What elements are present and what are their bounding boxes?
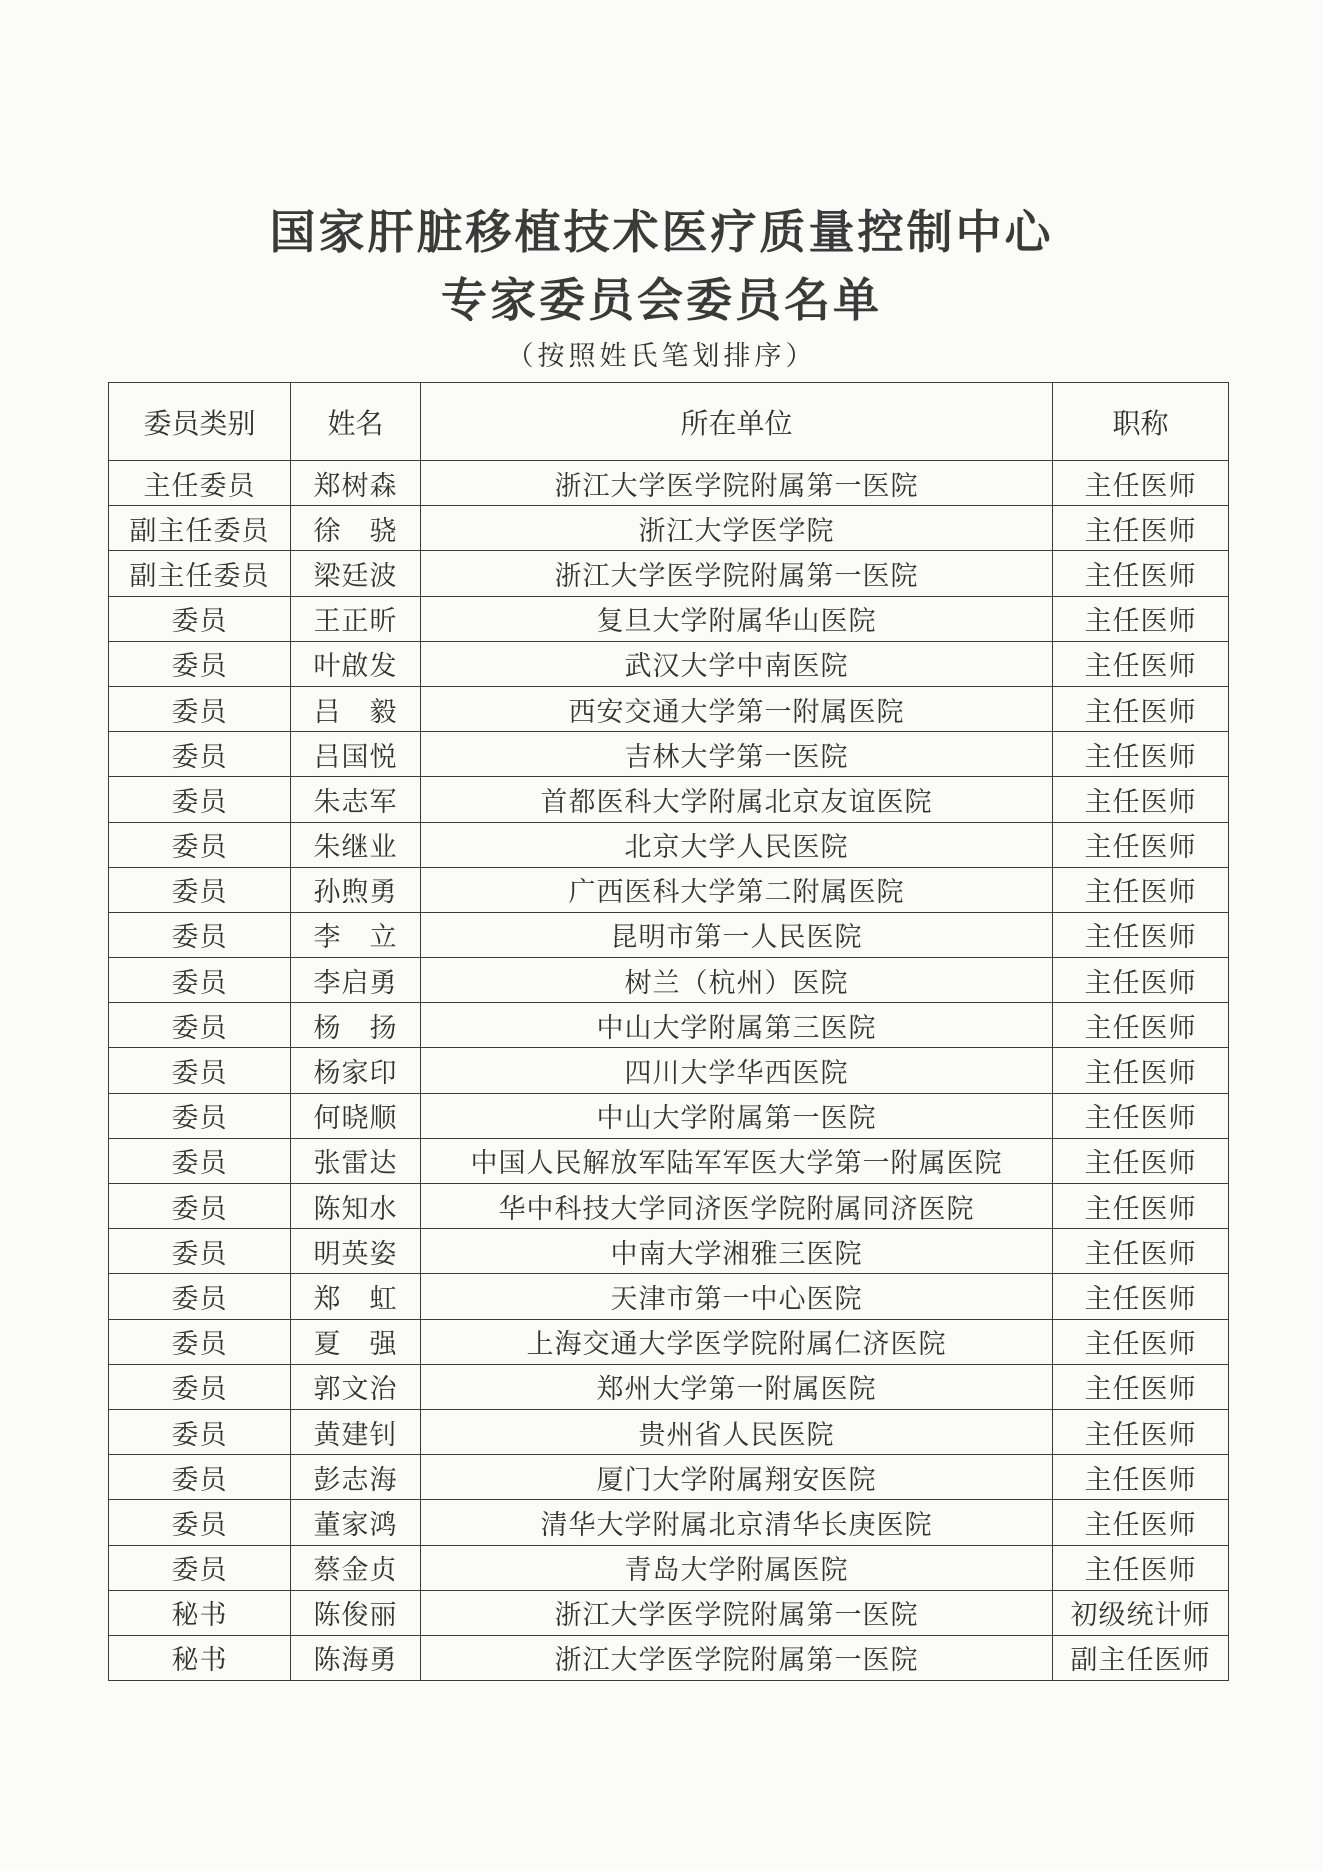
cell-name: 陈俊丽 xyxy=(291,1590,421,1635)
cell-category: 委员 xyxy=(109,1455,291,1500)
cell-category: 委员 xyxy=(109,822,291,867)
cell-unit: 中南大学湘雅三医院 xyxy=(421,1229,1053,1274)
cell-title: 主任医师 xyxy=(1053,506,1229,551)
cell-category: 委员 xyxy=(109,1003,291,1048)
cell-category: 委员 xyxy=(109,1093,291,1138)
cell-category: 委员 xyxy=(109,596,291,641)
table-row xyxy=(109,1319,1229,1364)
table-header-row xyxy=(109,383,1229,461)
cell-title: 主任医师 xyxy=(1053,867,1229,912)
cell-name: 郑树森 xyxy=(291,461,421,506)
cell-title: 主任医师 xyxy=(1053,641,1229,686)
cell-title: 主任医师 xyxy=(1053,822,1229,867)
cell-title: 主任医师 xyxy=(1053,777,1229,822)
committee-roster-table xyxy=(108,382,1229,1681)
table-row xyxy=(109,461,1229,506)
cell-category: 委员 xyxy=(109,1048,291,1093)
cell-category: 委员 xyxy=(109,1319,291,1364)
cell-category: 委员 xyxy=(109,1274,291,1319)
cell-title: 主任医师 xyxy=(1053,1319,1229,1364)
cell-category: 委员 xyxy=(109,1138,291,1183)
cell-name: 李启勇 xyxy=(291,958,421,1003)
document-subtitle: （按照姓氏笔划排序） xyxy=(506,341,817,372)
cell-name: 董家鸿 xyxy=(291,1500,421,1545)
table-row xyxy=(109,1455,1229,1500)
cell-unit: 浙江大学医学院附属第一医院 xyxy=(421,461,1053,506)
table-row xyxy=(109,1184,1229,1229)
table-row xyxy=(109,1590,1229,1635)
cell-name: 郑 虹 xyxy=(291,1274,421,1319)
table-row xyxy=(109,732,1229,777)
table-row xyxy=(109,1048,1229,1093)
cell-name: 朱继业 xyxy=(291,822,421,867)
cell-category: 委员 xyxy=(109,732,291,777)
cell-category: 委员 xyxy=(109,1545,291,1590)
cell-name: 陈知水 xyxy=(291,1184,421,1229)
table-row xyxy=(109,1138,1229,1183)
cell-category: 委员 xyxy=(109,867,291,912)
document-title-line2: 专家委员会委员名单 xyxy=(441,273,882,327)
cell-title: 主任医师 xyxy=(1053,958,1229,1003)
cell-unit: 广西医科大学第二附属医院 xyxy=(421,867,1053,912)
table-row xyxy=(109,596,1229,641)
cell-name: 叶啟发 xyxy=(291,641,421,686)
cell-name: 郭文治 xyxy=(291,1364,421,1409)
cell-title: 主任医师 xyxy=(1053,912,1229,957)
cell-title: 主任医师 xyxy=(1053,1500,1229,1545)
table-row xyxy=(109,867,1229,912)
cell-category: 副主任委员 xyxy=(109,551,291,596)
cell-unit: 浙江大学医学院附属第一医院 xyxy=(421,1590,1053,1635)
cell-category: 委员 xyxy=(109,1364,291,1409)
cell-unit: 厦门大学附属翔安医院 xyxy=(421,1455,1053,1500)
cell-unit: 上海交通大学医学院附属仁济医院 xyxy=(421,1319,1053,1364)
cell-title: 主任医师 xyxy=(1053,686,1229,731)
cell-title: 主任医师 xyxy=(1053,1229,1229,1274)
cell-name: 彭志海 xyxy=(291,1455,421,1500)
cell-title: 初级统计师 xyxy=(1053,1590,1229,1635)
cell-title: 主任医师 xyxy=(1053,1455,1229,1500)
cell-title: 主任医师 xyxy=(1053,732,1229,777)
table-row xyxy=(109,912,1229,957)
cell-name: 杨家印 xyxy=(291,1048,421,1093)
cell-category: 秘书 xyxy=(109,1635,291,1680)
cell-category: 委员 xyxy=(109,958,291,1003)
cell-category: 委员 xyxy=(109,1184,291,1229)
cell-unit: 中国人民解放军陆军军医大学第一附属医院 xyxy=(421,1138,1053,1183)
cell-name: 何晓顺 xyxy=(291,1093,421,1138)
header-unit: 所在单位 xyxy=(421,383,1053,461)
cell-title: 主任医师 xyxy=(1053,1274,1229,1319)
cell-title: 主任医师 xyxy=(1053,1364,1229,1409)
table-row xyxy=(109,1229,1229,1274)
cell-title: 主任医师 xyxy=(1053,596,1229,641)
cell-category: 委员 xyxy=(109,641,291,686)
cell-unit: 西安交通大学第一附属医院 xyxy=(421,686,1053,731)
cell-unit: 北京大学人民医院 xyxy=(421,822,1053,867)
cell-category: 委员 xyxy=(109,1229,291,1274)
cell-title: 主任医师 xyxy=(1053,461,1229,506)
cell-name: 王正昕 xyxy=(291,596,421,641)
table-row xyxy=(109,1003,1229,1048)
cell-name: 陈海勇 xyxy=(291,1635,421,1680)
cell-unit: 中山大学附属第一医院 xyxy=(421,1093,1053,1138)
cell-unit: 华中科技大学同济医学院附属同济医院 xyxy=(421,1184,1053,1229)
cell-title: 主任医师 xyxy=(1053,551,1229,596)
table-row xyxy=(109,641,1229,686)
cell-category: 委员 xyxy=(109,686,291,731)
table-row xyxy=(109,1500,1229,1545)
cell-name: 黄建钊 xyxy=(291,1409,421,1454)
table-row xyxy=(109,958,1229,1003)
cell-unit: 浙江大学医学院附属第一医院 xyxy=(421,1635,1053,1680)
header-name: 姓名 xyxy=(291,383,421,461)
cell-unit: 吉林大学第一医院 xyxy=(421,732,1053,777)
cell-title: 副主任医师 xyxy=(1053,1635,1229,1680)
table-row xyxy=(109,1545,1229,1590)
cell-title: 主任医师 xyxy=(1053,1545,1229,1590)
cell-name: 孙煦勇 xyxy=(291,867,421,912)
cell-unit: 四川大学华西医院 xyxy=(421,1048,1053,1093)
cell-unit: 武汉大学中南医院 xyxy=(421,641,1053,686)
table-row xyxy=(109,1364,1229,1409)
table-row xyxy=(109,1409,1229,1454)
cell-name: 杨 扬 xyxy=(291,1003,421,1048)
header-category: 委员类别 xyxy=(109,383,291,461)
cell-title: 主任医师 xyxy=(1053,1138,1229,1183)
cell-unit: 复旦大学附属华山医院 xyxy=(421,596,1053,641)
cell-category: 秘书 xyxy=(109,1590,291,1635)
cell-name: 吕 毅 xyxy=(291,686,421,731)
cell-unit: 浙江大学医学院附属第一医院 xyxy=(421,551,1053,596)
cell-category: 主任委员 xyxy=(109,461,291,506)
cell-unit: 青岛大学附属医院 xyxy=(421,1545,1053,1590)
cell-title: 主任医师 xyxy=(1053,1003,1229,1048)
table-row xyxy=(109,1274,1229,1319)
cell-name: 蔡金贞 xyxy=(291,1545,421,1590)
cell-name: 梁廷波 xyxy=(291,551,421,596)
table-body xyxy=(109,461,1229,1681)
cell-name: 明英姿 xyxy=(291,1229,421,1274)
cell-unit: 天津市第一中心医院 xyxy=(421,1274,1053,1319)
table-row xyxy=(109,686,1229,731)
cell-title: 主任医师 xyxy=(1053,1048,1229,1093)
cell-category: 委员 xyxy=(109,1409,291,1454)
header-title: 职称 xyxy=(1053,383,1229,461)
cell-unit: 昆明市第一人民医院 xyxy=(421,912,1053,957)
document-title-line1: 国家肝脏移植技术医疗质量控制中心 xyxy=(269,205,1054,259)
cell-unit: 树兰（杭州）医院 xyxy=(421,958,1053,1003)
cell-name: 徐 骁 xyxy=(291,506,421,551)
cell-name: 张雷达 xyxy=(291,1138,421,1183)
cell-category: 副主任委员 xyxy=(109,506,291,551)
cell-name: 李 立 xyxy=(291,912,421,957)
cell-unit: 郑州大学第一附属医院 xyxy=(421,1364,1053,1409)
cell-name: 吕国悦 xyxy=(291,732,421,777)
cell-unit: 贵州省人民医院 xyxy=(421,1409,1053,1454)
table-row xyxy=(109,822,1229,867)
cell-unit: 首都医科大学附属北京友谊医院 xyxy=(421,777,1053,822)
cell-unit: 清华大学附属北京清华长庚医院 xyxy=(421,1500,1053,1545)
table-row xyxy=(109,551,1229,596)
cell-title: 主任医师 xyxy=(1053,1184,1229,1229)
cell-title: 主任医师 xyxy=(1053,1409,1229,1454)
cell-unit: 浙江大学医学院 xyxy=(421,506,1053,551)
cell-category: 委员 xyxy=(109,912,291,957)
cell-category: 委员 xyxy=(109,777,291,822)
cell-name: 朱志军 xyxy=(291,777,421,822)
table-row xyxy=(109,1635,1229,1680)
cell-title: 主任医师 xyxy=(1053,1093,1229,1138)
table-row xyxy=(109,777,1229,822)
table-row xyxy=(109,1093,1229,1138)
cell-name: 夏 强 xyxy=(291,1319,421,1364)
table-row xyxy=(109,506,1229,551)
cell-unit: 中山大学附属第三医院 xyxy=(421,1003,1053,1048)
cell-category: 委员 xyxy=(109,1500,291,1545)
